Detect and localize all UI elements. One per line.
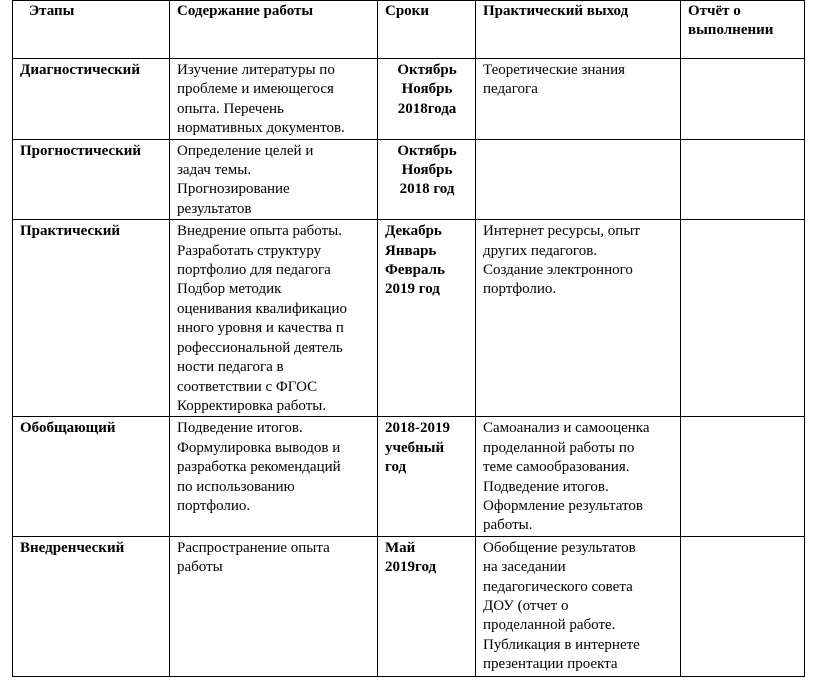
table-header-row xyxy=(13,1,805,59)
table-row xyxy=(13,139,805,220)
header-stages: Этапы xyxy=(13,1,170,59)
header-practical-output: Практический выход xyxy=(476,1,681,59)
header-terms: Сроки xyxy=(378,1,476,59)
table-row xyxy=(13,536,805,676)
output-cell: Теоретические знания педагога xyxy=(476,59,681,140)
content-cell: Изучение литературы по проблеме и имеющегося опыта. Перечень нормативных документов. xyxy=(170,59,378,140)
header-report: Отчёт о выполнении xyxy=(681,1,805,59)
content-cell: Определение целей и задач темы. Прогнозирование результатов xyxy=(170,139,378,220)
work-plan-table xyxy=(12,0,805,677)
content-cell: Подведение итогов. Формулировка выводов и разработка рекомендаций по использованию портфолио. xyxy=(170,417,378,536)
table-row xyxy=(13,417,805,536)
report-cell xyxy=(681,59,805,140)
stage-cell: Внедренческий xyxy=(13,536,170,676)
table-row xyxy=(13,59,805,140)
report-cell xyxy=(681,417,805,536)
report-cell xyxy=(681,139,805,220)
stage-cell: Диагностический xyxy=(13,59,170,140)
term-cell: 2018-2019 учебный год xyxy=(378,417,476,536)
stage-cell: Прогностический xyxy=(13,139,170,220)
output-cell: Самоанализ и самооценка проделанной работы по теме самообразования. Подведение итогов. Оформление результатов работы. xyxy=(476,417,681,536)
table-row xyxy=(13,220,805,417)
header-content: Содержание работы xyxy=(170,1,378,59)
content-cell: Распространение опыта работы xyxy=(170,536,378,676)
output-cell: Интернет ресурсы, опыт других педагогов. Создание электронного портфолио. xyxy=(476,220,681,417)
term-cell: Май 2019год xyxy=(378,536,476,676)
term-cell: Октябрь Ноябрь 2018 год xyxy=(378,139,476,220)
report-cell xyxy=(681,220,805,417)
term-cell: Декабрь Январь Февраль 2019 год xyxy=(378,220,476,417)
stage-cell: Практический xyxy=(13,220,170,417)
term-cell: Октябрь Ноябрь 2018года xyxy=(378,59,476,140)
output-cell: Обобщение результатов на заседании педагогического совета ДОУ (отчет о проделанной работе. Публикация в интернете презентации проекта xyxy=(476,536,681,676)
content-cell: Внедрение опыта работы. Разработать структуру портфолио для педагога Подбор методик оценивания квалификацио нного уровня и качества п рофессиональной деятель ности педагога в соответствии с ФГОС Корректировка работы. xyxy=(170,220,378,417)
output-cell xyxy=(476,139,681,220)
report-cell xyxy=(681,536,805,676)
stage-cell: Обобщающий xyxy=(13,417,170,536)
